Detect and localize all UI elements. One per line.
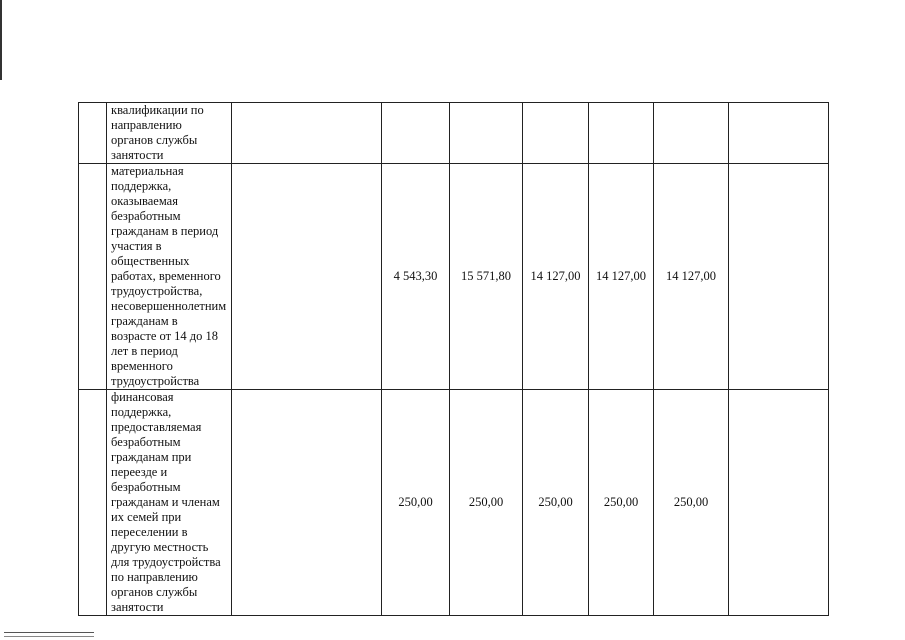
value-cell: 4 543,30	[382, 164, 450, 390]
value-cell: 14 127,00	[654, 164, 729, 390]
value-cell: 14 127,00	[589, 164, 654, 390]
row-number-cell	[79, 103, 107, 164]
value-cell	[523, 103, 589, 164]
value-cell: 250,00	[450, 390, 523, 616]
measure-name-cell: квалификации по направлению органов службы занятости	[107, 103, 232, 164]
empty-cell	[729, 103, 829, 164]
value-cell	[382, 103, 450, 164]
value-cell	[654, 103, 729, 164]
value-cell: 250,00	[382, 390, 450, 616]
scan-footer-mark	[4, 632, 94, 637]
value-cell	[450, 103, 523, 164]
empty-cell	[232, 390, 382, 616]
value-cell	[589, 103, 654, 164]
measure-name-cell: материальная поддержка, оказываемая безработным гражданам в период участия в общественных работах, временного трудоустройства, несовершеннолетним гражданам в возрасте от 14 до 18 лет в период временного трудоустройства	[107, 164, 232, 390]
value-cell: 15 571,80	[450, 164, 523, 390]
table-row	[79, 390, 829, 616]
value-cell: 14 127,00	[523, 164, 589, 390]
table-row	[79, 164, 829, 390]
value-cell: 250,00	[589, 390, 654, 616]
empty-cell	[232, 164, 382, 390]
measure-name-cell: финансовая поддержка, предоставляемая безработным гражданам при переезде и безработным гражданам и членам их семей при переселении в другую местность для трудоустройства по направлению органов службы занятости	[107, 390, 232, 616]
scan-edge-mark	[0, 0, 2, 80]
row-number-cell	[79, 390, 107, 616]
row-number-cell	[79, 164, 107, 390]
empty-cell	[729, 164, 829, 390]
budget-table	[78, 102, 829, 616]
value-cell: 250,00	[523, 390, 589, 616]
empty-cell	[729, 390, 829, 616]
empty-cell	[232, 103, 382, 164]
value-cell: 250,00	[654, 390, 729, 616]
table-row	[79, 103, 829, 164]
